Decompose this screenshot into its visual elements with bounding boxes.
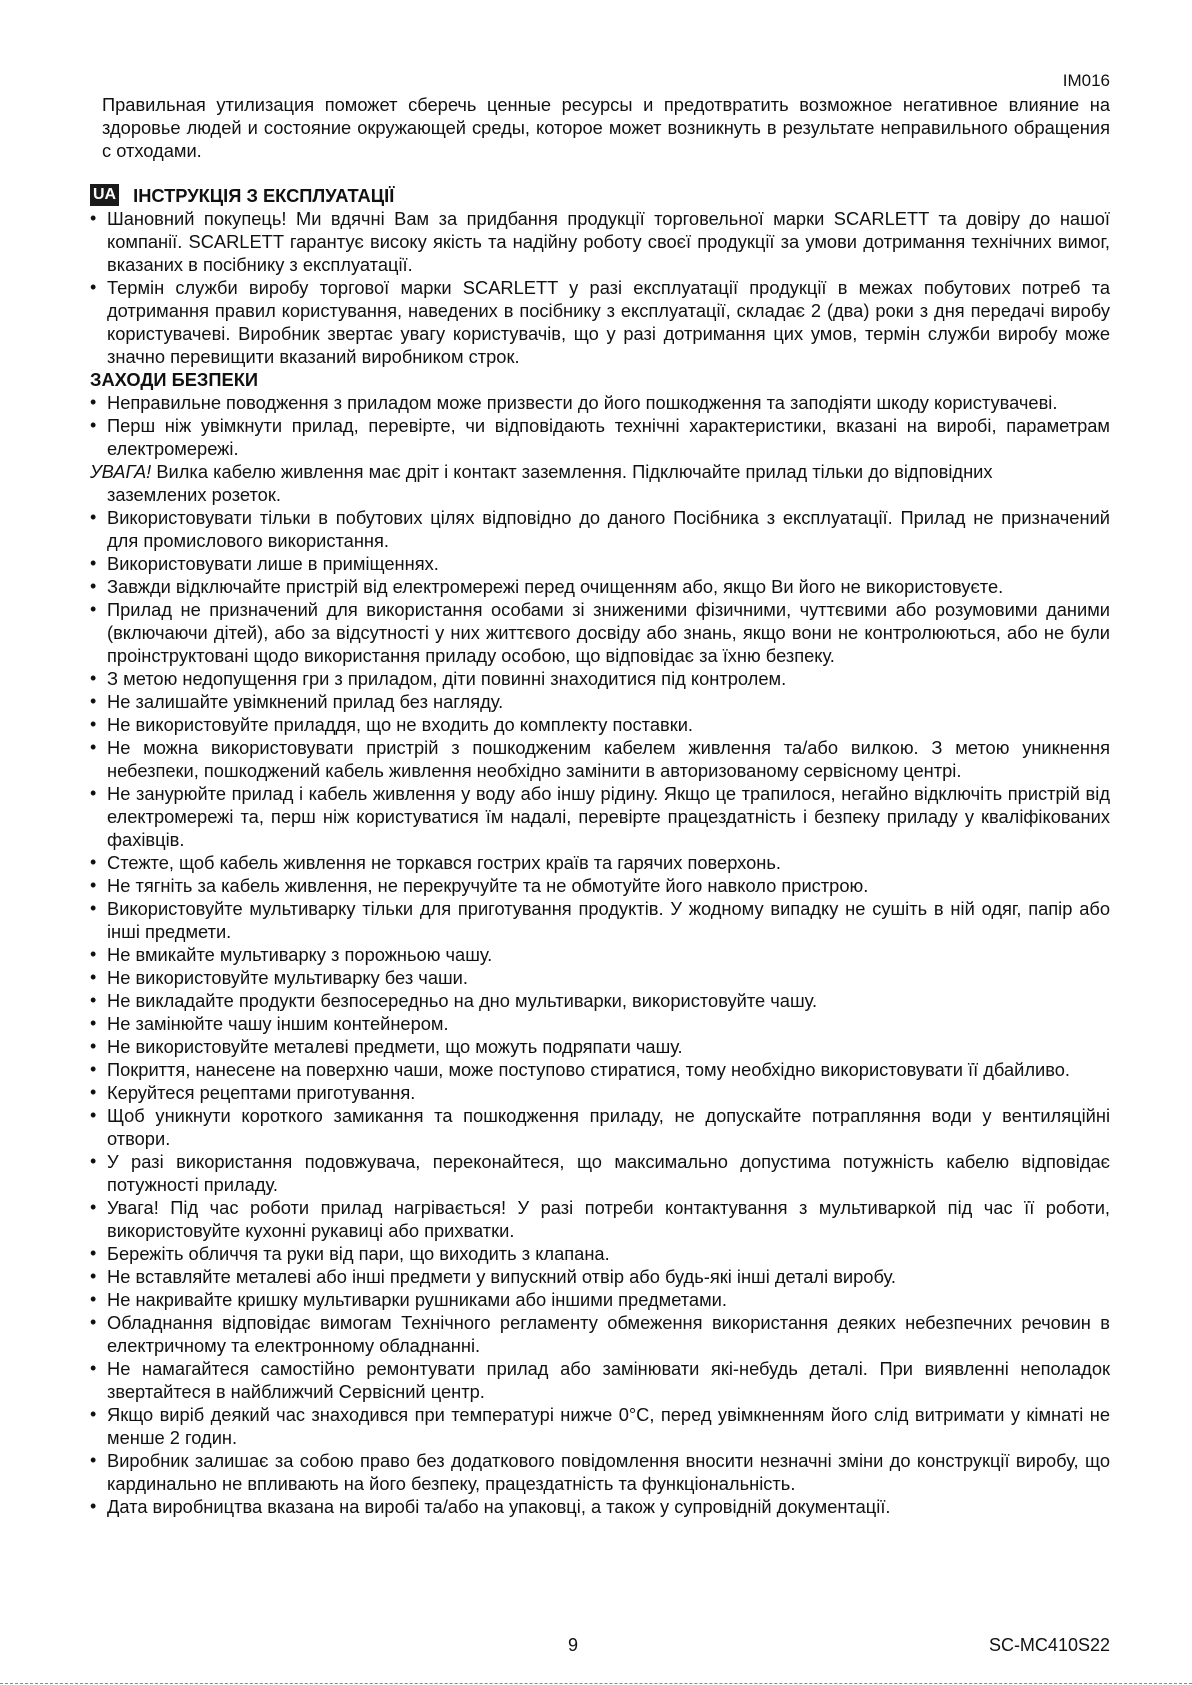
list-item: • Бережіть обличчя та руки від пари, що виходить з клапана. (90, 1242, 1110, 1265)
list-item: • Дата виробництва вказана на виробі та/або на упаковці, а також у супровідній документації. (90, 1495, 1110, 1518)
list-item: • Не вмикайте мультиварку з порожньою чашу. (90, 943, 1110, 966)
list-item: • Використовувати лише в приміщеннях. (90, 552, 1110, 575)
list-item: • Прилад не призначений для використання особами зі зниженими фізичними, чуттєвими або розумовими даними (включаючи дітей), або за відсутності у них життєвого досвіду або знань, якщо вони не контролюються, або не були проінструктовані щодо використання приладу особою, що відповідає за їхню безпеку. (90, 598, 1110, 667)
list-item: • Не залишайте увімкнений прилад без нагляду. (90, 690, 1110, 713)
page-content (90, 93, 1110, 1518)
list-item: • Не викладайте продукти безпосередньо на дно мультиварки, використовуйте чашу. (90, 989, 1110, 1012)
list-item: • Не замінюйте чашу іншим контейнером. (90, 1012, 1110, 1035)
list-item: • Стежте, щоб кабель живлення не торкався гострих країв та гарячих поверхонь. (90, 851, 1110, 874)
safety-bullet-list-a (90, 391, 1110, 460)
warning-label: УВАГА! (90, 461, 152, 482)
list-item: • Неправильне поводження з приладом може призвести до його пошкодження та заподіяти шкоду користувачеві. (90, 391, 1110, 414)
list-item: • З метою недопущення гри з приладом, діти повинні знаходитися під контролем. (90, 667, 1110, 690)
list-item: • У разі використання подовжувача, переконайтеся, що максимально допустима потужність кабелю відповідає потужності приладу. (90, 1150, 1110, 1196)
list-item: • Щоб уникнути короткого замикання та пошкодження приладу, не допускайте потрапляння води у вентиляційні отвори. (90, 1104, 1110, 1150)
warning-text-continued: заземлених розеток. (107, 484, 281, 505)
list-item: • Завжди відключайте пристрій від електромережі перед очищенням або, якщо Ви його не використовуєте. (90, 575, 1110, 598)
list-item: • Обладнання відповідає вимогам Технічного регламенту обмеження використання деяких небезпечних речовин в електричному та електронному обладнанні. (90, 1311, 1110, 1357)
list-item: • Використовуйте мультиварку тільки для приготування продуктів. У жодному випадку не сушіть в ній одяг, папір або інші предмети. (90, 897, 1110, 943)
list-item: • Не намагайтеся самостійно ремонтувати прилад або замінювати які-небудь деталі. При виявленні неполадок звертайтеся в найближчий Сервісний центр. (90, 1357, 1110, 1403)
list-item: • Виробник залишає за собою право без додаткового повідомлення вносити незначні зміни до конструкції виробу, що кардинально не впливають на його безпеку, працездатність та функціональність. (90, 1449, 1110, 1495)
ua-language-badge: UA (90, 184, 119, 206)
warning-text: Вилка кабелю живлення має дріт і контакт заземлення. Підключайте прилад тільки до відповідних (151, 461, 993, 482)
header-model-code: IM016 (1062, 71, 1110, 90)
list-item: • Покриття, нанесене на поверхню чаши, може поступово стиратися, тому необхідно використовувати її дбайливо. (90, 1058, 1110, 1081)
list-item: • Використовувати тільки в побутових цілях відповідно до даного Посібника з експлуатації. Прилад не призначений для промислового використання. (90, 506, 1110, 552)
list-item: • Не використовуйте приладдя, що не входить до комплекту поставки. (90, 713, 1110, 736)
list-item: • Не можна використовувати пристрій з пошкодженим кабелем живлення та/або вилкою. З метою уникнення небезпеки, пошкоджений кабель живлення необхідно замінити в авторизованому сервісному центрі. (90, 736, 1110, 782)
intro-bullet-list (90, 207, 1110, 368)
list-item: • Увага! Під час роботи прилад нагрівається! У разі потреби контактування з мультиваркой під час її роботи, використовуйте кухонні рукавиці або прихватки. (90, 1196, 1110, 1242)
list-item: • Якщо виріб деякий час знаходився при температурі нижче 0°С, перед увімкненням його слід витримати у кімнаті не менше 2 годин. (90, 1403, 1110, 1449)
list-item: • Не використовуйте металеві предмети, що можуть подряпати чашу. (90, 1035, 1110, 1058)
list-item: • Не вставляйте металеві або інші предмети у випускний отвір або будь-які інші деталі виробу. (90, 1265, 1110, 1288)
safety-bullet-list-b (90, 506, 1110, 1518)
list-item: • Не використовуйте мультиварку без чаши. (90, 966, 1110, 989)
list-item: • Не тягніть за кабель живлення, не перекручуйте та не обмотуйте його навколо пристрою. (90, 874, 1110, 897)
list-item: • Перш ніж увімкнути прилад, перевірте, чи відповідають технічні характеристики, вказані на виробі, параметрам електромережі. (90, 414, 1110, 460)
section-heading (90, 183, 1110, 207)
list-item: • Керуйтеся рецептами приготування. (90, 1081, 1110, 1104)
list-item: • Не занурюйте прилад і кабель живлення у воду або іншу рідину. Якщо це трапилося, негайно відключіть пристрій від електромережі та, перш ніж користуватися їм надалі, перевірте працездатність і безпеку приладу у кваліфікованих фахівців. (90, 782, 1110, 851)
section-title: ІНСТРУКЦІЯ З ЕКСПЛУАТАЦІЇ (133, 184, 395, 206)
grounding-warning (90, 460, 1110, 506)
list-item: • Не накривайте кришку мультиварки рушниками або іншими предметами. (90, 1288, 1110, 1311)
safety-heading: ЗАХОДИ БЕЗПЕКИ (90, 369, 259, 390)
intro-paragraph: Правильная утилизация поможет сберечь ценные ресурсы и предотвратить возможное негативное влияние на здоровье людей и состояние окружающей среды, которое может возникнуть в результате неправильного обращения с отходами. (102, 94, 1110, 161)
page-bottom-divider (0, 1683, 1192, 1684)
list-item: • Термін служби виробу торгової марки SCARLETT у разі експлуатації продукції в межах побутових потреб та дотримання правил користування, наведених в посібнику з експлуатації, складає 2 (два) роки з дня передачі виробу користувачеві. Виробник звертає увагу користувачів, що у разі дотримання цих умов, термін служби виробу може значно перевищити вказаний виробником строк. (90, 276, 1110, 368)
footer-model-code: SC-MC410S22 (988, 1635, 1110, 1655)
page-number: 9 (568, 1635, 579, 1655)
list-item: • Шановний покупець! Ми вдячні Вам за придбання продукції торговельної марки SCARLETT та довіру до нашої компанії. SCARLETT гарантує високу якість та надійну роботу своєї продукції за умови дотримання технічних вимог, вказаних в посібнику з експлуатації. (90, 207, 1110, 276)
